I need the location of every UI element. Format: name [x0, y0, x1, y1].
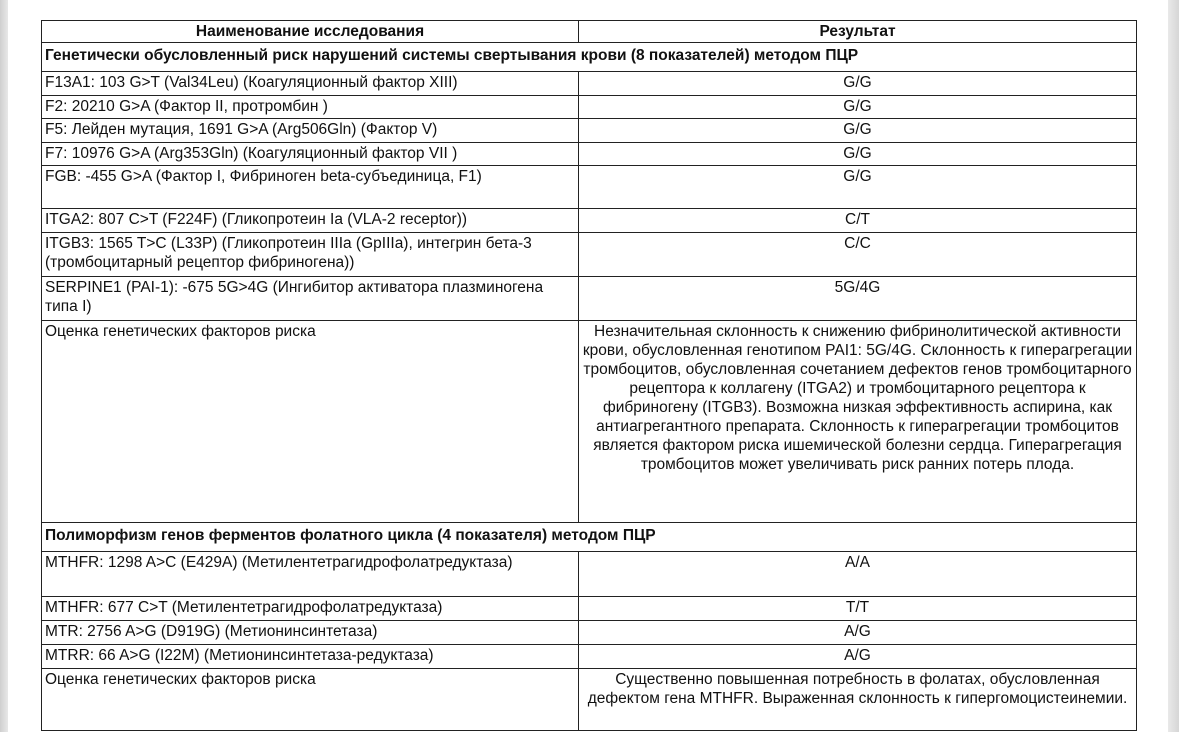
page-gutter-right: [1168, 0, 1179, 732]
test-name: ITGA2: 807 C>T (F224F) (Гликопротеин Ia (VLA-2 receptor)): [42, 209, 579, 233]
section-title: Полиморфизм генов ферментов фолатного цикла (4 показателя) методом ПЦР: [42, 523, 1137, 552]
test-name: F5: Лейден мутация, 1691 G>A (Arg506Gln) (Фактор V): [42, 119, 579, 143]
table-header-row: [42, 21, 1137, 43]
section-header-coagulation: [42, 43, 1137, 72]
section-header-folate: [42, 523, 1137, 552]
test-name: F13A1: 103 G>T (Val34Leu) (Коагуляционный фактор XIII): [42, 72, 579, 96]
test-name: F7: 10976 G>A (Arg353Gln) (Коагуляционный фактор VII ): [42, 143, 579, 166]
table-row: [42, 233, 1137, 277]
test-result: G/G: [579, 166, 1137, 209]
test-result: 5G/4G: [579, 277, 1137, 321]
table-row: [42, 96, 1137, 119]
table-row: [42, 621, 1137, 645]
test-name: SERPINE1 (PAI-1): -675 5G>4G (Ингибитор активатора плазминогена типа I): [42, 277, 579, 321]
risk-assessment-text: Существенно повышенная потребность в фолатах, обусловленная дефектом гена MTHFR. Выраженная склонность к гипергомоцистеинемии.: [579, 669, 1137, 731]
test-name: MTHFR: 1298 A>C (E429A) (Метилентетрагидрофолатредуктаза): [42, 552, 579, 597]
risk-assessment-row: [42, 669, 1137, 731]
header-result: Результат: [579, 21, 1137, 43]
test-result: G/G: [579, 119, 1137, 143]
risk-assessment-row: [42, 321, 1137, 523]
table-row: [42, 209, 1137, 233]
test-result: A/A: [579, 552, 1137, 597]
test-result: T/T: [579, 597, 1137, 621]
table-row: [42, 597, 1137, 621]
table-row: [42, 645, 1137, 669]
test-result: G/G: [579, 72, 1137, 96]
header-name: Наименование исследования: [42, 21, 579, 43]
page-gutter-left: [0, 0, 8, 732]
table-row: [42, 143, 1137, 166]
results-table: [41, 20, 1137, 731]
test-name: ITGB3: 1565 T>C (L33P) (Гликопротеин IIIa (GpIIIa), интегрин бета-3 (тромбоцитарный рецептор фибриногена)): [42, 233, 579, 277]
test-result: G/G: [579, 143, 1137, 166]
table-row: [42, 277, 1137, 321]
test-result: C/T: [579, 209, 1137, 233]
test-name: MTRR: 66 A>G (I22M) (Метионинсинтетаза-редуктаза): [42, 645, 579, 669]
test-name: FGB: -455 G>A (Фактор I, Фибриноген beta-субъединица, F1): [42, 166, 579, 209]
section-title: Генетически обусловленный риск нарушений системы свертывания крови (8 показателей) методом ПЦР: [42, 43, 1137, 72]
test-result: C/C: [579, 233, 1137, 277]
risk-assessment-label: Оценка генетических факторов риска: [42, 669, 579, 731]
table-row: [42, 552, 1137, 597]
risk-assessment-text: Незначительная склонность к снижению фибринолитической активности крови, обусловленная генотипом PAI1: 5G/4G. Склонность к гиперагрегации тромбоцитов, обусловленная сочетанием дефектов генов тромбоцитарного рецептора к коллагену (ITGA2) и тромбоцитарного рецептора к фибриногену (ITGB3). Возможна низкая эффективность аспирина, как антиагрегантного препарата. Склонность к гиперагрегации тромбоцитов является фактором риска ишемической болезни сердца. Гиперагрегация тромбоцитов может увеличивать риск ранних потерь плода.: [579, 321, 1137, 523]
test-name: MTR: 2756 A>G (D919G) (Метионинсинтетаза): [42, 621, 579, 645]
risk-assessment-label: Оценка генетических факторов риска: [42, 321, 579, 523]
test-name: MTHFR: 677 C>T (Метилентетрагидрофолатредуктаза): [42, 597, 579, 621]
test-name: F2: 20210 G>A (Фактор II, протромбин ): [42, 96, 579, 119]
table-row: [42, 119, 1137, 143]
test-result: A/G: [579, 645, 1137, 669]
table-row: [42, 72, 1137, 96]
table-row: [42, 166, 1137, 209]
test-result: A/G: [579, 621, 1137, 645]
test-result: G/G: [579, 96, 1137, 119]
